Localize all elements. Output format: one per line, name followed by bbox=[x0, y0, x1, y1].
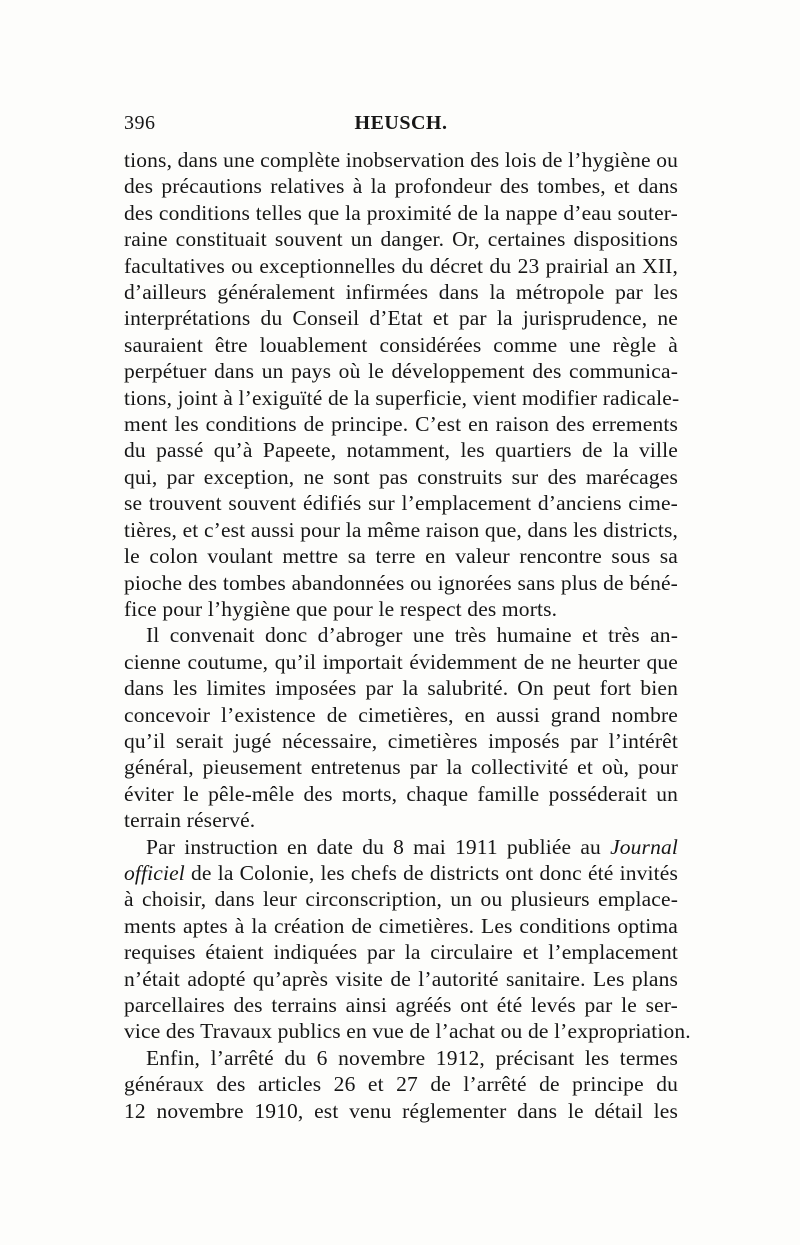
text-line: généraux des articles 26 et 27 de l’arrêté de principe du bbox=[124, 1072, 678, 1097]
text-line: parcellaires des terrains ainsi agréés ont été levés par le ser- bbox=[124, 993, 678, 1017]
italic-officiel: officiel bbox=[124, 860, 185, 885]
text-line: général, pieusement entretenus par la collectivité et où, pour bbox=[124, 755, 678, 780]
text-line: perpétuer dans un pays où le développement des communica- bbox=[124, 359, 678, 384]
body-text bbox=[124, 147, 691, 1124]
text-line: qui, par exception, ne sont pas construits sur des marécages bbox=[124, 464, 678, 489]
italic-journal: Journal bbox=[610, 834, 678, 859]
text-line: 12 novembre 1910, est venu réglementer dans le détail les bbox=[124, 1098, 678, 1123]
text-line: des conditions telles que la proximité de la nappe d’eau souter- bbox=[124, 200, 678, 225]
page-header bbox=[124, 112, 678, 142]
text-line: Enfin, l’arrêté du 6 novembre 1912, précisant les termes bbox=[146, 1045, 678, 1070]
text-line: se trouvent souvent édifiés sur l’emplacement d’anciens cime- bbox=[124, 491, 678, 516]
text-line: des précautions relatives à la profondeur des tombes, et dans bbox=[124, 174, 678, 199]
text-line: ment les conditions de principe. C’est en raison des errements bbox=[124, 412, 678, 437]
text-segment: Par instruction en date du 8 mai 1911 publiée au bbox=[146, 834, 601, 859]
text-line: raine constituait souvent un danger. Or, certaines dispositions bbox=[124, 227, 678, 252]
text-line: dans les limites imposées par la salubrité. On peut fort bien bbox=[124, 676, 678, 701]
text-line: le colon voulant mettre sa terre en valeur rencontre sous sa bbox=[124, 544, 678, 569]
text-line bbox=[124, 860, 678, 886]
text-line bbox=[124, 834, 678, 860]
text-line: interprétations du Conseil d’Etat et par la jurisprudence, ne bbox=[124, 306, 678, 331]
text-line: ments aptes à la création de cimetières. Les conditions optima bbox=[124, 913, 678, 938]
text-line: cienne coutume, qu’il importait évidemment de ne heurter que bbox=[124, 649, 678, 674]
text-line: n’était adopté qu’après visite de l’autorité sanitaire. Les plans bbox=[124, 966, 678, 991]
text-line: pioche des tombes abandonnées ou ignorées sans plus de béné- bbox=[124, 570, 678, 595]
page-number: 396 bbox=[124, 112, 156, 134]
text-line: fice pour l’hygiène que pour le respect des morts. bbox=[124, 596, 558, 621]
text-line: concevoir l’existence de cimetières, en aussi grand nombre bbox=[124, 702, 678, 727]
text-line: d’ailleurs généralement infirmées dans la métropole par les bbox=[124, 280, 678, 305]
text-line: tions, joint à l’exiguïté de la superficie, vient modifier radicale- bbox=[124, 385, 680, 410]
text-segment: de la Colonie, les chefs de districts ont donc été invités bbox=[191, 860, 678, 885]
text-line: requises étaient indiquées par la circulaire et l’emplacement bbox=[124, 940, 678, 965]
text-line: du passé qu’à Papeete, notamment, les quartiers de la ville bbox=[124, 438, 678, 463]
text-line: Il convenait donc d’abroger une très humaine et très an- bbox=[146, 623, 678, 648]
text-line: vice des Travaux publics en vue de l’achat ou de l’expropriation. bbox=[124, 1019, 691, 1044]
running-head: HEUSCH. bbox=[354, 112, 448, 134]
text-line: sauraient être louablement considérées comme une règle à bbox=[124, 332, 678, 357]
text-line: facultatives ou exceptionnelles du décret du 23 prairial an XII, bbox=[124, 253, 678, 278]
text-line: tières, et c’est aussi pour la même raison que, dans les districts, bbox=[124, 517, 678, 542]
text-line: à choisir, dans leur circonscription, un ou plusieurs emplace- bbox=[124, 887, 678, 912]
text-line: qu’il serait jugé nécessaire, cimetières imposés par l’intérêt bbox=[124, 728, 678, 753]
text-line: éviter le pêle-mêle des morts, chaque famille posséderait un bbox=[124, 781, 678, 806]
text-line: tions, dans une complète inobservation des lois de l’hygiène ou bbox=[124, 148, 679, 172]
text-line: terrain réservé. bbox=[124, 808, 256, 833]
